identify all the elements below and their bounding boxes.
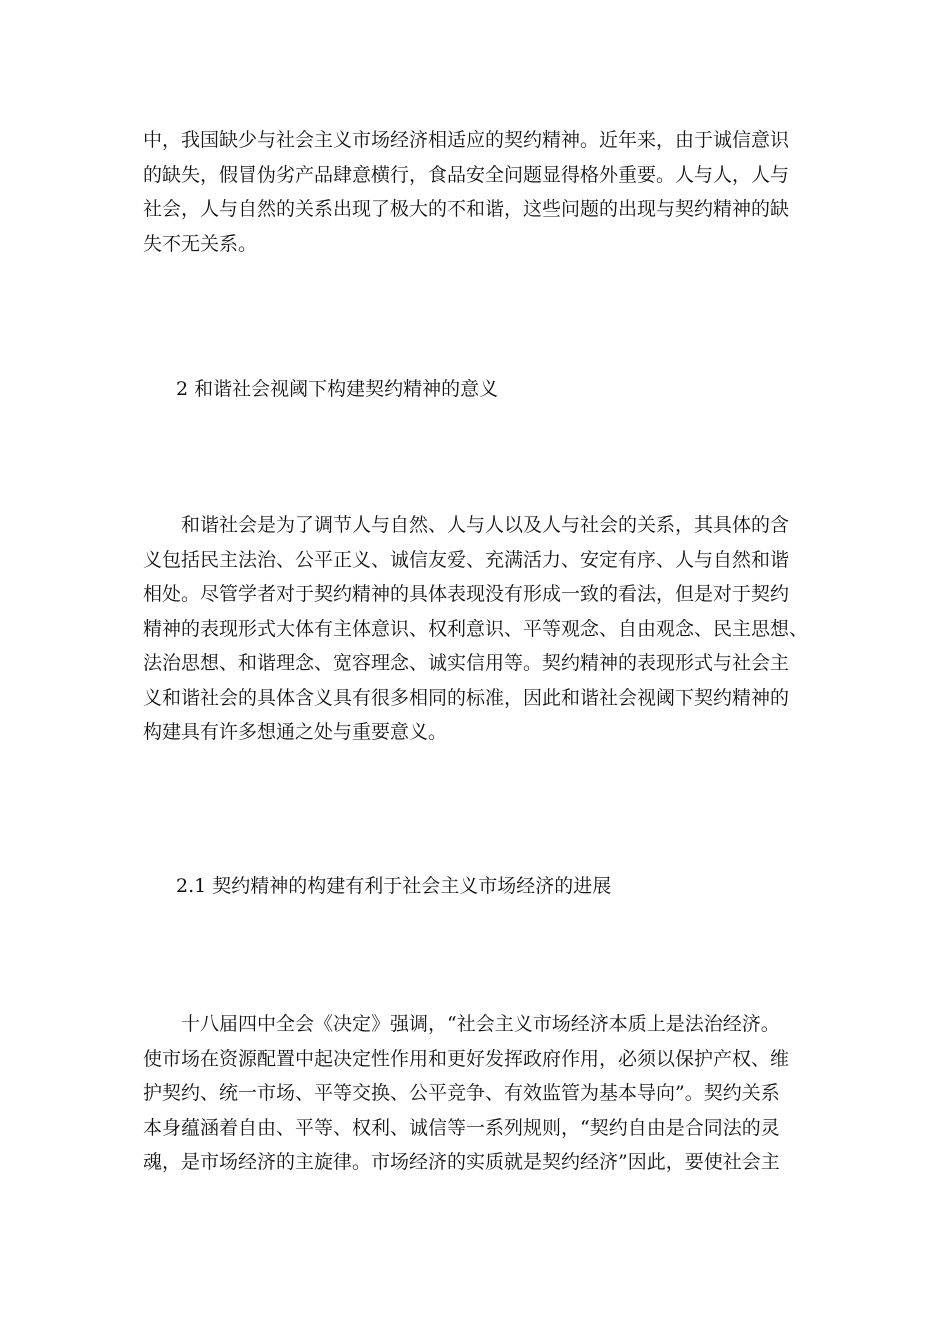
text-line: 中，我国缺少与社会主义市场经济相适应的契约精神。近年来，由于诚信意识 bbox=[143, 129, 790, 151]
text-line: 失不无关系。 bbox=[143, 232, 258, 255]
text-line: 护契约、统一市场、平等交换、公平竞争、有效监管为基本导向”。契约关系 bbox=[143, 1082, 780, 1104]
text-line: 的缺失，假冒伪劣产品肆意横行，食品安全问题显得格外重要。人与人，人与 bbox=[143, 163, 790, 186]
text-line: 社会，人与自然的关系出现了极大的不和谐，这些问题的出现与契约精神的缺 bbox=[143, 198, 790, 220]
text-line: 义和谐社会的具体含义具有很多相同的标准，因此和谐社会视阈下契约精神的 bbox=[143, 686, 790, 709]
text-line: 相处。尽管学者对于契约精神的具体表现没有形成一致的看法，但是对于契约 bbox=[143, 583, 790, 605]
text-line: 法治思想、和谐理念、宽容理念、诚实信用等。契约精神的表现形式与社会主 bbox=[143, 652, 790, 674]
subsection-heading: 2.1 契约精神的构建有利于社会主义市场经济的进展 bbox=[176, 875, 612, 897]
paragraph bbox=[143, 1007, 808, 1180]
text-line: 构建具有许多想通之处与重要意义。 bbox=[143, 721, 448, 743]
text-line: 魂，是市场经济的主旋律。市场经济的实质就是契约经济”因此，要使社会主 bbox=[143, 1151, 780, 1173]
paragraph bbox=[143, 508, 808, 750]
text-line: 使市场在资源配置中起决定性作用和更好发挥政府作用，必须以保护产权、维 bbox=[143, 1047, 790, 1070]
text-line: 和谐社会是为了调节人与自然、人与人以及人与社会的关系，其具体的含 bbox=[143, 514, 790, 536]
text-line: 精神的表现形式大体有主体意识、权利意识、平等观念、自由观念、民主思想、 bbox=[143, 617, 809, 640]
text-line: 本身蕴涵着自由、平等、权利、诚信等一系列规则，“契约自由是合同法的灵 bbox=[143, 1116, 780, 1139]
section-heading: 2 和谐社会视阈下构建契约精神的意义 bbox=[176, 378, 499, 400]
text-line: 义包括民主法治、公平正义、诚信友爱、充满活力、安定有序、人与自然和谐 bbox=[143, 548, 790, 571]
text-line: 十八届四中全会《决定》强调，“社会主义市场经济本质上是法治经济。 bbox=[143, 1013, 780, 1035]
paragraph bbox=[143, 123, 808, 261]
